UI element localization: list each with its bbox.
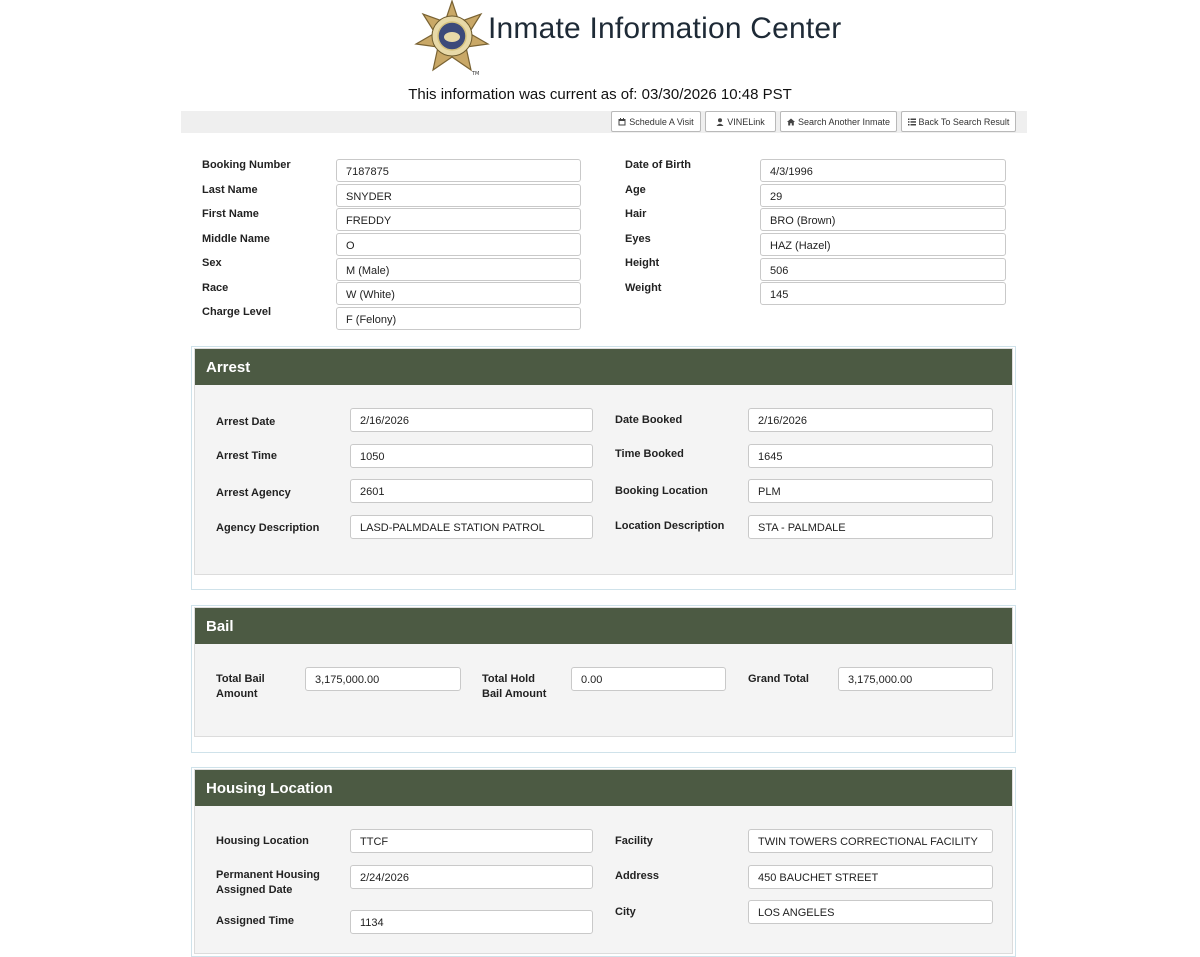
permanent-housing-date-label xyxy=(216,868,320,898)
last-name-field[interactable]: SNYDER xyxy=(336,184,581,207)
arrest-panel-title: Arrest xyxy=(195,349,1012,385)
dob-label: Date of Birth xyxy=(625,159,691,171)
permanent-housing-date-field[interactable]: 2/24/2026 xyxy=(350,865,593,889)
age-label: Age xyxy=(625,184,646,196)
eyes-field[interactable]: HAZ (Hazel) xyxy=(760,233,1006,256)
agency-description-field[interactable]: LASD-PALMDALE STATION PATROL xyxy=(350,515,593,539)
total-bail-amount-label xyxy=(216,672,265,702)
page-title: Inmate Information Center xyxy=(488,12,842,45)
middle-name-label: Middle Name xyxy=(202,233,270,245)
hair-label: Hair xyxy=(625,208,647,220)
search-another-label: Search Another Inmate xyxy=(797,116,891,127)
arrest-agency-label: Arrest Agency xyxy=(216,487,291,499)
height-field[interactable]: 506 xyxy=(760,258,1006,281)
vinelink-label: VINELink xyxy=(727,116,765,127)
age-field[interactable]: 29 xyxy=(760,184,1006,207)
hair-field[interactable]: BRO (Brown) xyxy=(760,208,1006,231)
facility-label: Facility xyxy=(615,835,653,847)
assigned-time-field[interactable]: 1134 xyxy=(350,910,593,934)
date-booked-field[interactable]: 2/16/2026 xyxy=(748,408,993,432)
arrest-agency-field[interactable]: 2601 xyxy=(350,479,593,503)
weight-field[interactable]: 145 xyxy=(760,282,1006,305)
charge-level-label: Charge Level xyxy=(202,306,272,318)
city-field[interactable]: LOS ANGELES xyxy=(748,900,993,924)
first-name-label: First Name xyxy=(202,208,259,220)
current-as-of xyxy=(0,86,1200,103)
bail-panel-body xyxy=(194,607,1013,737)
arrest-time-label: Arrest Time xyxy=(216,450,277,462)
address-field[interactable]: 450 BAUCHET STREET xyxy=(748,865,993,889)
arrest-time-field[interactable]: 1050 xyxy=(350,444,593,468)
list-icon xyxy=(908,118,916,126)
total-hold-bail-amount-label xyxy=(482,672,546,702)
search-another-inmate-button[interactable] xyxy=(780,111,897,132)
housing-location-field[interactable]: TTCF xyxy=(350,829,593,853)
sex-label: Sex xyxy=(202,257,222,269)
arrest-date-field[interactable]: 2/16/2026 xyxy=(350,408,593,432)
address-label: Address xyxy=(615,870,660,882)
weight-label: Weight xyxy=(625,282,662,294)
time-booked-field[interactable]: 1645 xyxy=(748,444,993,468)
location-description-field[interactable]: STA - PALMDALE xyxy=(748,515,993,539)
total-hold-bail-amount-field[interactable]: 0.00 xyxy=(571,667,726,691)
eyes-label: Eyes xyxy=(625,233,651,245)
assigned-time-label: Assigned Time xyxy=(216,915,295,927)
race-label: Race xyxy=(202,282,229,294)
back-to-results-label: Back To Search Result xyxy=(918,116,1010,127)
last-name-label: Last Name xyxy=(202,184,258,196)
agency-description-label: Agency Description xyxy=(216,522,320,534)
city-label: City xyxy=(615,906,636,918)
bail-panel xyxy=(191,605,1016,753)
vinelink-button[interactable] xyxy=(705,111,776,132)
permanent-housing-label-line1: Permanent Housing xyxy=(216,869,320,881)
time-booked-label: Time Booked xyxy=(615,448,684,460)
housing-location-label: Housing Location xyxy=(216,835,309,847)
housing-location-panel xyxy=(191,767,1016,957)
race-field[interactable]: W (White) xyxy=(336,282,581,305)
booking-location-field[interactable]: PLM xyxy=(748,479,993,503)
svg-text:TM: TM xyxy=(472,71,480,77)
housing-panel-body xyxy=(194,769,1013,954)
total-hold-label-line2: Bail Amount xyxy=(482,688,547,700)
user-icon xyxy=(716,118,724,126)
location-description-label: Location Description xyxy=(615,520,725,532)
total-bail-label-line1: Total Bail xyxy=(216,673,265,685)
booking-number-field[interactable]: 7187875 xyxy=(336,159,581,182)
dob-field[interactable]: 4/3/1996 xyxy=(760,159,1006,182)
sex-field[interactable]: M (Male) xyxy=(336,258,581,281)
grand-total-field[interactable]: 3,175,000.00 xyxy=(838,667,993,691)
total-bail-amount-field[interactable]: 3,175,000.00 xyxy=(305,667,461,691)
schedule-visit-label: Schedule A Visit xyxy=(629,116,694,127)
booking-location-label: Booking Location xyxy=(615,485,708,497)
home-icon xyxy=(787,118,795,126)
housing-panel-title: Housing Location xyxy=(195,770,1012,806)
charge-level-field[interactable]: F (Felony) xyxy=(336,307,581,330)
facility-field[interactable]: TWIN TOWERS CORRECTIONAL FACILITY xyxy=(748,829,993,853)
height-label: Height xyxy=(625,257,660,269)
current-label: This information was current as of: xyxy=(408,86,642,103)
calendar-icon xyxy=(618,118,626,126)
schedule-visit-button[interactable] xyxy=(611,111,701,132)
date-booked-label: Date Booked xyxy=(615,414,683,426)
permanent-housing-label-line2: Assigned Date xyxy=(216,884,293,896)
total-hold-label-line1: Total Hold xyxy=(482,673,535,685)
action-toolbar xyxy=(181,111,1027,133)
arrest-date-label: Arrest Date xyxy=(216,416,276,428)
back-to-search-result-button[interactable] xyxy=(901,111,1016,132)
current-timestamp: 03/30/2026 10:48 PST xyxy=(641,86,792,103)
page-header xyxy=(0,0,1200,80)
booking-number-label: Booking Number xyxy=(202,159,291,171)
arrest-panel xyxy=(191,346,1016,590)
first-name-field[interactable]: FREDDY xyxy=(336,208,581,231)
bail-panel-title: Bail xyxy=(195,608,1012,644)
grand-total-label: Grand Total xyxy=(748,673,809,685)
middle-name-field[interactable]: O xyxy=(336,233,581,256)
sheriff-badge-logo xyxy=(414,0,490,78)
total-bail-label-line2: Amount xyxy=(216,688,258,700)
arrest-panel-body xyxy=(194,348,1013,575)
